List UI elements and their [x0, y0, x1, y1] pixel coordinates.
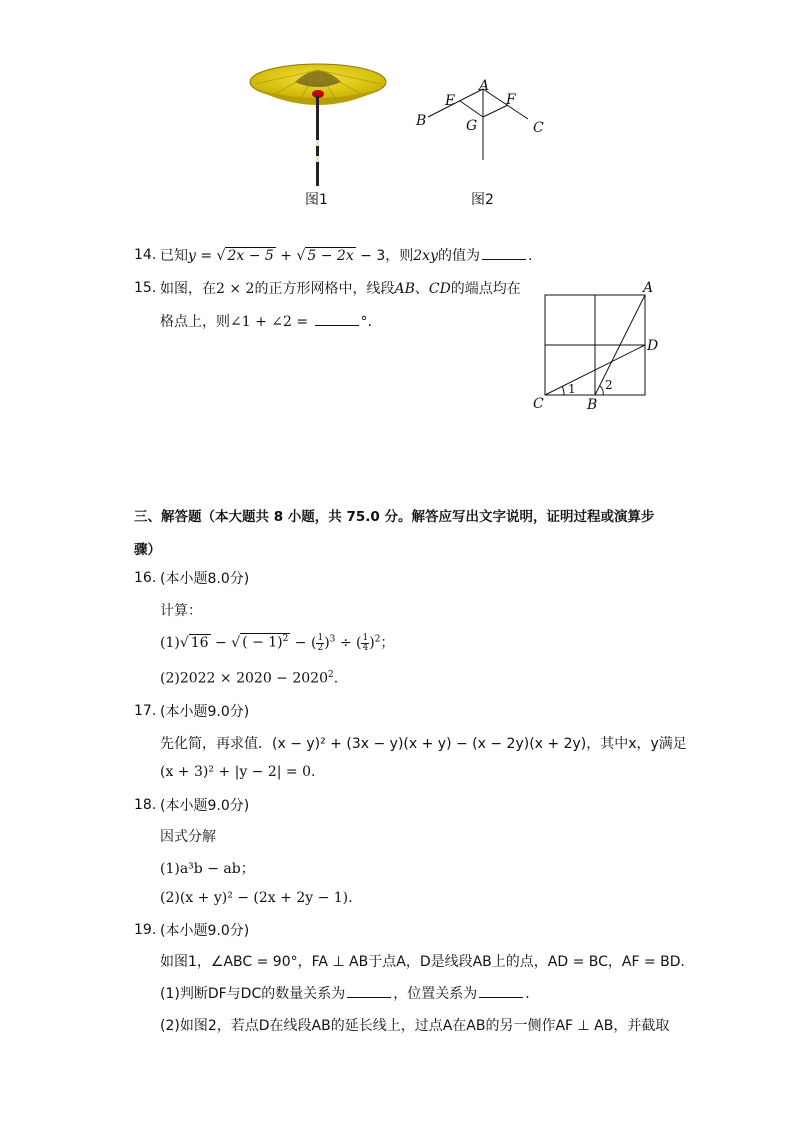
q16-p1-exp2: 2	[374, 634, 381, 645]
q16-part1: (1)√ 16 − √ ( − 1)$^2$ − ( $\frac{1}{2}$ )$^3$ ÷ ( $\frac{1}{4}$ )$^2$；	[160, 632, 395, 653]
q15-label-a: A	[643, 280, 654, 296]
fig2-label-g: G	[466, 118, 478, 134]
q19-number: 19.	[134, 922, 157, 938]
q14-number: 14.	[134, 247, 157, 263]
q19-blank-position[interactable]	[479, 984, 523, 998]
q16-part2	[160, 670, 338, 687]
q15-grid-figure	[540, 290, 650, 400]
q15-sep: 、	[414, 281, 429, 297]
q18-part2: (2)(x + y)² − (2x + 2y − 1).	[160, 890, 353, 906]
q16-p2-end: .	[333, 670, 339, 687]
q19-blank-quantity[interactable]	[347, 984, 391, 998]
q19-line2	[160, 983, 530, 1003]
q15-answer-blank[interactable]	[315, 312, 359, 326]
fig2-caption: 图2	[471, 192, 494, 208]
q16-p1-radical-1: 16	[190, 635, 209, 651]
q15-line2	[160, 311, 372, 331]
q14-radical-2: 5 − 2x	[307, 248, 354, 264]
q14-end: .	[527, 248, 533, 264]
q16-p1-radical-2-exp: 2	[282, 634, 289, 645]
q17-line1: 先化简，再求值．(x − y)² + (3x − y)(x + y) − (x − 2y)(x + 2y)，其中x，y满足	[160, 736, 687, 752]
q15-line1-a: 如图，在	[160, 281, 216, 297]
q16-fraction-1	[316, 634, 324, 653]
q14-plus: +	[275, 248, 297, 264]
q15-line1	[160, 278, 521, 298]
section3-title-cont	[134, 538, 161, 558]
q15-line1-b: 的正方形网格中，线段	[254, 281, 395, 297]
q18-score: (本小题9.0分)	[160, 798, 250, 814]
q16-p1-radical-2	[240, 633, 290, 651]
q15-number: 15.	[134, 280, 157, 296]
q14-text-b: 的值为	[437, 248, 480, 264]
q16-frac1-den: 2	[317, 642, 324, 653]
q16-p1-minus: −	[210, 635, 232, 651]
section3-title-line1: 三、解答题（本大题共 8 小题，共 75.0 分。解答应写出文字说明，证明过程或演算步	[134, 509, 655, 525]
q19-line2-b: ，位置关系为	[393, 986, 478, 1002]
q17-score: (本小题9.0分)	[160, 704, 250, 720]
q16-p1-label: (1)	[160, 635, 180, 651]
q18-instruction: 因式分解	[160, 829, 216, 845]
section3-title-line2: 骤）	[134, 542, 161, 558]
q15-label-angle2: 2	[605, 378, 613, 392]
fig2-label-a: A	[479, 78, 490, 94]
q14-answer-blank[interactable]	[482, 246, 526, 260]
q16-p2-exp: 2	[327, 670, 334, 680]
fig2-label-c: C	[533, 120, 544, 136]
q14-text: 已知y = √ 2x − 5 + √ 5 − 2x − 3，则2xy的值为 .	[160, 248, 533, 264]
q19-score: (本小题9.0分)	[160, 923, 250, 939]
q16-score: (本小题8.0分)	[160, 571, 250, 587]
q14-radical-1: 2x − 5	[227, 248, 274, 264]
q14-2xy: 2xy	[413, 248, 438, 264]
q14-text-a: 已知	[160, 248, 188, 264]
q15-label-angle1: 1	[568, 382, 576, 396]
q15-grid-size: 2 × 2	[216, 281, 255, 297]
fig2-label-b: B	[416, 113, 427, 129]
fig2-label-e: E	[445, 93, 456, 109]
q15-seg-ab: AB	[394, 281, 415, 297]
q16-instruction: 计算：	[160, 603, 202, 619]
q15-line2-a: 格点上，则	[160, 314, 230, 330]
q19-line2-c: .	[525, 986, 530, 1002]
q16-frac2-num: 1	[362, 632, 369, 643]
q15-label-c: C	[533, 396, 544, 412]
q16-p1-div: ÷ (	[335, 635, 362, 651]
q19-line2-a: (1)判断DF与DC的数量关系为	[160, 986, 346, 1002]
q15-label-b: B	[587, 397, 598, 413]
q18-part1: (1)a³b − ab；	[160, 861, 255, 877]
fig1-caption: 图1	[305, 192, 328, 208]
q16-p1-exp3: 3	[329, 634, 336, 645]
q16-p1-end: ；	[380, 635, 395, 651]
q16-p2-text: (2)2022 × 2020 − 2020	[160, 670, 328, 687]
q17-line2: (x + 3)² + |y − 2| = 0.	[160, 764, 316, 780]
q16-fraction-2	[361, 634, 369, 653]
q15-angle-sum: ∠1 + ∠2 =	[230, 314, 313, 330]
q14-minus3: − 3，则	[355, 248, 414, 264]
q16-p1-minus2: − (	[290, 635, 317, 651]
q19-line1: 如图1，∠ABC = 90°，FA ⊥ AB于点A，D是线段AB上的点，AD = BC，AF = BD.	[160, 954, 685, 970]
q19-line3: (2)如图2，若点D在线段AB的延长线上，过点A在AB的另一侧作AF ⊥ AB，并截取	[160, 1018, 670, 1034]
q17-number: 17.	[134, 703, 157, 719]
q16-frac2-den: 4	[362, 642, 369, 653]
q18-number: 18.	[134, 797, 157, 813]
q15-line1-c: 的端点均在	[450, 281, 521, 297]
q14-expr-y: y =	[188, 248, 217, 264]
umbrella-figure	[245, 60, 390, 190]
q16-frac1-num: 1	[317, 632, 324, 643]
section3-title	[134, 505, 655, 525]
q16-number: 16.	[134, 570, 157, 586]
q15-label-d: D	[647, 338, 659, 354]
q15-seg-cd: CD	[428, 281, 451, 297]
q15-line2-b: °.	[360, 314, 372, 330]
fig2-label-f: F	[506, 92, 516, 108]
q16-p1-radical-2-base: ( − 1)	[242, 635, 283, 651]
